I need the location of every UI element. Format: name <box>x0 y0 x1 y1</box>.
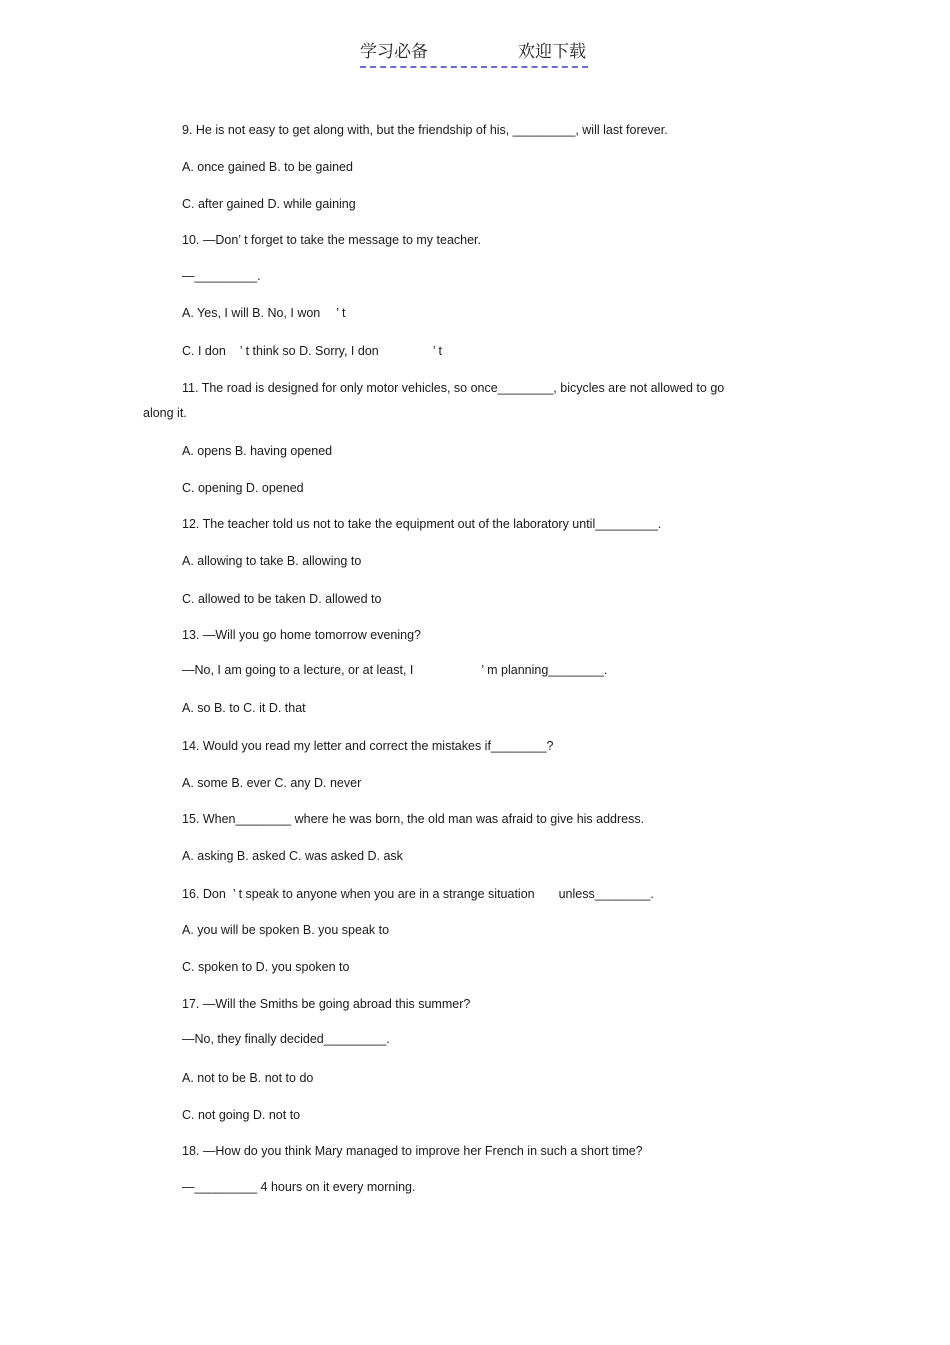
question-11-options-cd: C. opening D. opened <box>182 481 304 495</box>
question-16-part1: 16. Don <box>182 887 226 901</box>
question-9: 9. He is not easy to get along with, but the friendship of his, _________, will last forever. <box>182 123 668 137</box>
question-16-options-ab: A. you will be spoken B. you speak to <box>182 923 390 937</box>
question-17: 17. —Will the Smiths be going abroad this summer? <box>182 997 471 1011</box>
question-10-reply: —_________. <box>182 269 261 283</box>
question-11-line2: along it. <box>143 406 187 420</box>
question-9-options-cd: C. after gained D. while gaining <box>182 197 356 211</box>
question-10-options-cd <box>182 343 442 359</box>
question-13-options: A. so B. to C. it D. that <box>182 701 306 715</box>
question-18-reply: —_________ 4 hours on it every morning. <box>182 1180 416 1194</box>
question-12: 12. The teacher told us not to take the equipment out of the laboratory until_________. <box>182 517 662 531</box>
question-16-options-cd: C. spoken to D. you spoken to <box>182 960 350 974</box>
question-15-options: A. asking B. asked C. was asked D. ask <box>182 849 403 863</box>
question-10-options-ab-part1: A. Yes, I will B. No, I won <box>182 306 321 320</box>
question-16-part3: unless________. <box>558 887 654 901</box>
question-12-options-cd: C. allowed to be taken D. allowed to <box>182 592 382 606</box>
question-10-options-ab <box>182 305 346 321</box>
question-14-options: A. some B. ever C. any D. never <box>182 776 362 790</box>
header-left-text: 学习必备 <box>360 42 428 62</box>
page-header <box>360 40 588 68</box>
header-right-text: 欢迎下载 <box>518 42 586 62</box>
question-10-options-cd-part1: C. I don <box>182 344 226 358</box>
question-17-options-cd: C. not going D. not to <box>182 1108 301 1122</box>
question-16-part2: ’ t speak to anyone when you are in a strange situation <box>232 887 535 901</box>
question-11-line1: 11. The road is designed for only motor vehicles, so once________, bicycles are not allowed to go <box>182 381 725 395</box>
question-15: 15. When________ where he was born, the old man was afraid to give his address. <box>182 812 645 826</box>
question-12-options-ab: A. allowing to take B. allowing to <box>182 554 362 568</box>
question-13-reply-part2: ’ m planning________. <box>481 663 608 677</box>
question-10-options-ab-part2: ’ t <box>336 306 346 320</box>
question-10-options-cd-part2: ’ t think so D. Sorry, I don <box>239 344 379 358</box>
question-9-options-ab: A. once gained B. to be gained <box>182 160 353 174</box>
question-13-reply <box>182 662 607 678</box>
question-17-reply: —No, they finally decided_________. <box>182 1032 390 1046</box>
question-10-options-cd-part3: ’ t <box>432 344 442 358</box>
question-10: 10. —Don’ t forget to take the message to my teacher. <box>182 233 481 247</box>
question-18: 18. —How do you think Mary managed to improve her French in such a short time? <box>182 1144 643 1158</box>
question-16 <box>182 886 654 902</box>
question-13: 13. —Will you go home tomorrow evening? <box>182 628 422 642</box>
question-11-options-ab: A. opens B. having opened <box>182 444 333 458</box>
question-14: 14. Would you read my letter and correct the mistakes if________? <box>182 739 554 753</box>
question-13-reply-part1: —No, I am going to a lecture, or at least, I <box>182 663 414 677</box>
question-17-options-ab: A. not to be B. not to do <box>182 1071 314 1085</box>
